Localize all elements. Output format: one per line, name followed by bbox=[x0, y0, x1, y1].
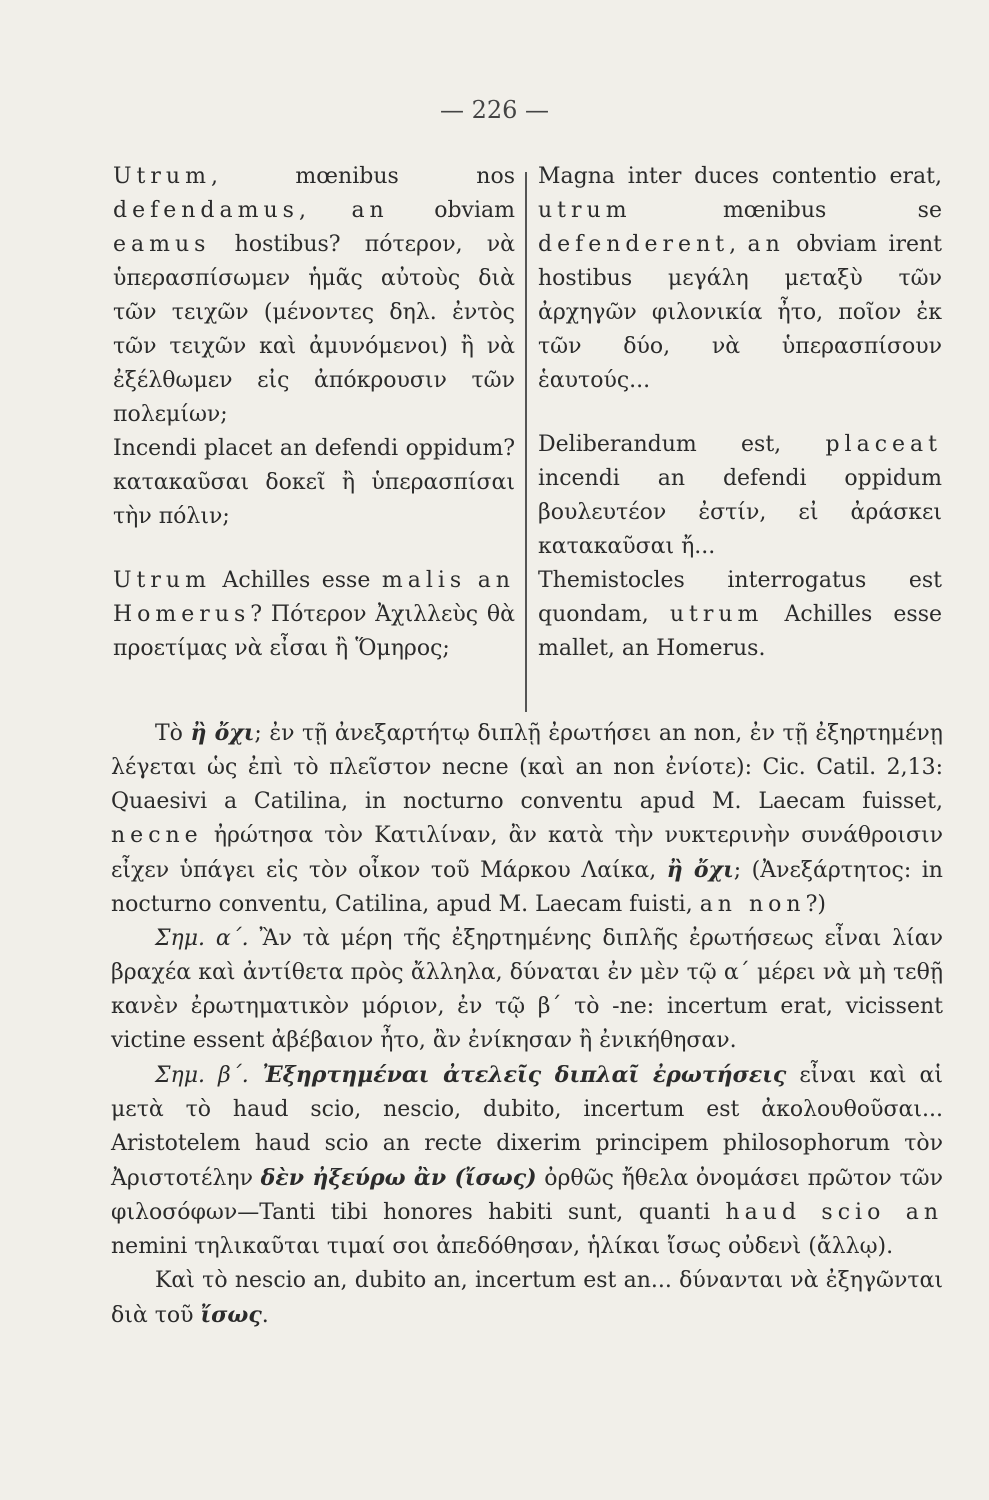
right-block-2: Deliberandum est, placeat incendi an defendi oppidum βουλευτέον ἐστίν, εἰ ἀράσκει κατακαῦσαι ἤ... bbox=[538, 432, 942, 559]
page-number: — 226 — bbox=[439, 96, 550, 124]
right-block-1: Magna inter duces contentio erat, utrum mœnibus se defenderent, an obviam irent hostibus μεγάλη μεταξὺ τῶν ἀρχηγῶν φιλονικία ἦτο, ποῖον ἐκ τῶν δύο, νὰ ὑπερασπίσουν ἑαυτούς... bbox=[538, 164, 942, 393]
column-divider bbox=[525, 172, 527, 712]
paragraph-1: Τὸ ἢ ὄχι; ἐν τῇ ἀνεξαρτήτῳ διπλῇ ἐρωτήσει an non, ἐν τῇ ἐξηρτημένῃ λέγεται ὡς ἐπὶ τὸ πλεῖστον necne (καὶ an non ἐνίοτε): Cic. Catil. 2,13: Quaesivi a Catilina, in nocturno conventu apud M. Laecam fuisset, necne ἠρώτησα τὸν Κατιλίναν, ἂν κατὰ τὴν νυκτερινὴν συνάθροισιν εἶχεν ὑπάγει εἰς τὸν οἶκον τοῦ Μάρκου Λαίκα, ἢ ὄχι; (Ἀνεξάρτητος: in nocturno conventu, Catilina, apud M. Laecam fuisti, an non?) bbox=[111, 720, 943, 917]
paragraph-final: Καὶ τὸ nescio an, dubito an, incertum est an... δύνανται νὰ ἐξηγῶνται διὰ τοῦ ἴσως. bbox=[111, 1268, 943, 1328]
paragraph-note-a: Σημ. α΄. Ἂν τὰ μέρη τῆς ἐξηρτημένης διπλῆς ἐρωτήσεως εἶναι λίαν βραχέα καὶ ἀντίθετα πρὸς ἄλληλα, δύναται ἐν μὲν τῷ α΄ μέρει νὰ μὴ τεθῇ κανὲν ἐρωτηματικὸν μόριον, ἐν τῷ β΄ τὸ -ne: incertum erat, vicissent victine essent ἀβέβαιον ἦτο, ἂν ἐνίκησαν ἢ ἐνικήθησαν. bbox=[111, 926, 943, 1053]
right-column bbox=[538, 160, 942, 666]
left-block-3: Utrum Achilles esse malis an Homerus? Πότερον Ἀχιλλεὺς θὰ προετίμας νὰ εἶσαι ἢ Ὅμηρος; bbox=[113, 568, 515, 661]
left-column bbox=[113, 160, 515, 666]
paragraph-note-b: Σημ. β΄. Ἐξηρτημέναι ἀτελεῖς διπλαῖ ἐρωτήσεις εἶναι καὶ αἱ μετὰ τὸ haud scio, nescio, dubito, incertum est ἀκολουθοῦσαι... Aristotelem haud scio an recte dixerim principem philosophorum τὸν Ἀριστοτέλην δὲν ἠξεύρω ἂν (ἴσως) ὀρθῶς ἤθελα ὀνομάσει πρῶτον τῶν φιλοσόφων—Tanti tibi honores habiti sunt, quanti haud scio an nemini τηλικαῦται τιμαί σοι ἀπεδόθησαν, ἡλίκαι ἴσως οὐδενὶ (ἄλλῳ). bbox=[111, 1062, 944, 1259]
main-text bbox=[111, 716, 943, 1333]
left-block-1: Utrum, mœnibus nos defendamus, an obviam eamus hostibus? πότερον, νὰ ὑπερασπίσωμεν ἡμᾶς αὐτοὺς διὰ τῶν τειχῶν (μένοντες δηλ. ἐντὸς τῶν τειχῶν καὶ ἀμυνόμενοι) ἢ νὰ ἐξέλθωμεν εἰς ἀπόκρουσιν τῶν πολεμίων; bbox=[113, 164, 515, 427]
left-block-2: Incendi placet an defendi oppidum? κατακαῦσαι δοκεῖ ἢ ὑπερασπίσαι τὴν πόλιν; bbox=[113, 436, 515, 529]
right-block-3: Themistocles interrogatus est quondam, utrum Achilles esse mallet, an Homerus. bbox=[538, 568, 943, 661]
